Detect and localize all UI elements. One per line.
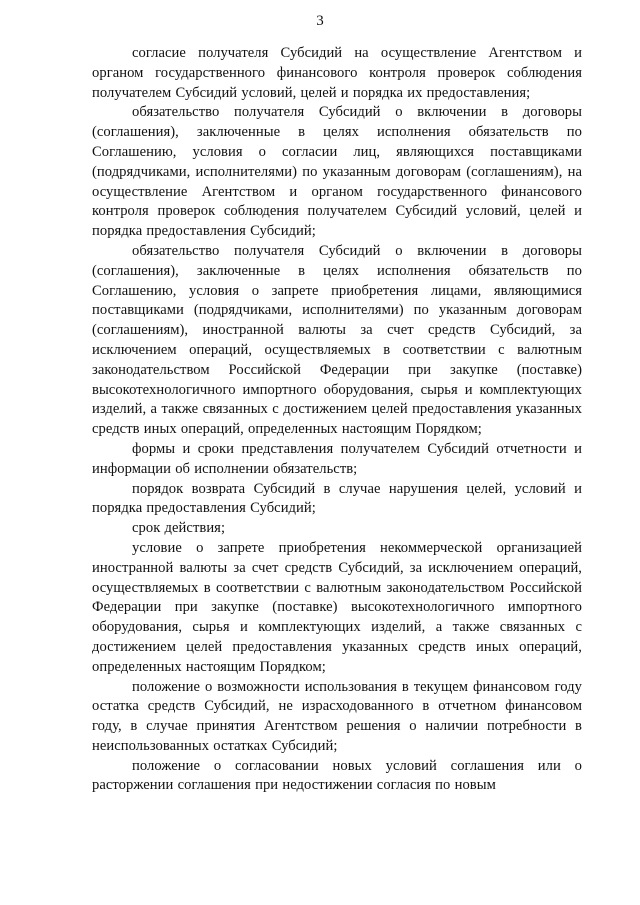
paragraph-validity-term: срок действия; (132, 520, 226, 537)
paragraph-obligation-contractor-consent: обязательство получателя Субсидий о включении в договоры (соглашения), заключенные в целях исполнения обязательств по Соглашению, условия о согласии лиц, являющихся поставщиками (подрядчиками, исполнителями) по указанным договорам (соглашениям), на осуществление Агентством и органом государственного финансового контроля проверок соблюдения получателем Субсидий условий, целей и порядка предоставления Субсидий; (92, 104, 582, 240)
paragraph-new-conditions: положение о согласовании новых условий соглашения или о расторжении соглашения при недостижении согласия по новым (92, 757, 582, 794)
document-body (92, 44, 582, 796)
paragraph-nonprofit-currency-ban: условие о запрете приобретения некоммерческой организацией иностранной валюты за счет средств Субсидий, за исключением операций, осуществляемых в соответствии с валютным законодательством Российской Федерации при закупке (поставке) высокотехнологичного импортного оборудования, сырья и комплектующих изделий, а также связанных с достижением целей предоставления указанных средств иных операций, определенных настоящим Порядком; (92, 539, 582, 675)
paragraph-consent-inspection: согласие получателя Субсидий на осуществление Агентством и органом государственного финансового контроля проверок соблюдения получателем Субсидий условий, целей и порядка их предоставления; (92, 45, 582, 101)
paragraph-reporting-forms: формы и сроки представления получателем Субсидий отчетности и информации об исполнении обязательств; (92, 440, 582, 477)
paragraph-remaining-funds: положение о возможности использования в текущем финансовом году остатка средств Субсидий, не израсходованного в отчетном финансовом году, в случае принятия Агентством решения о наличии потребности в неиспользованных остатках Субсидий; (92, 678, 582, 754)
page-number: 3 (316, 13, 324, 29)
paragraph-refund-procedure: порядок возврата Субсидий в случае нарушения целей, условий и порядка предоставления Субсидий; (92, 480, 582, 517)
paragraph-obligation-currency-ban: обязательство получателя Субсидий о включении в договоры (соглашения), заключенные в целях исполнения обязательств по Соглашению, условия о запрете приобретения лицами, являющимися поставщиками (подрядчиками, исполнителями) по указанным договорам (соглашениям), иностранной валюты за счет средств Субсидий, за исключением операций, осуществляемых в соответствии с валютным законодательством Российской Федерации при закупке (поставке) высокотехнологичного импортного оборудования, сырья и комплектующих изделий, а также связанных с достижением целей предоставления указанных средств иных операций, определенных настоящим Порядком; (92, 242, 582, 438)
